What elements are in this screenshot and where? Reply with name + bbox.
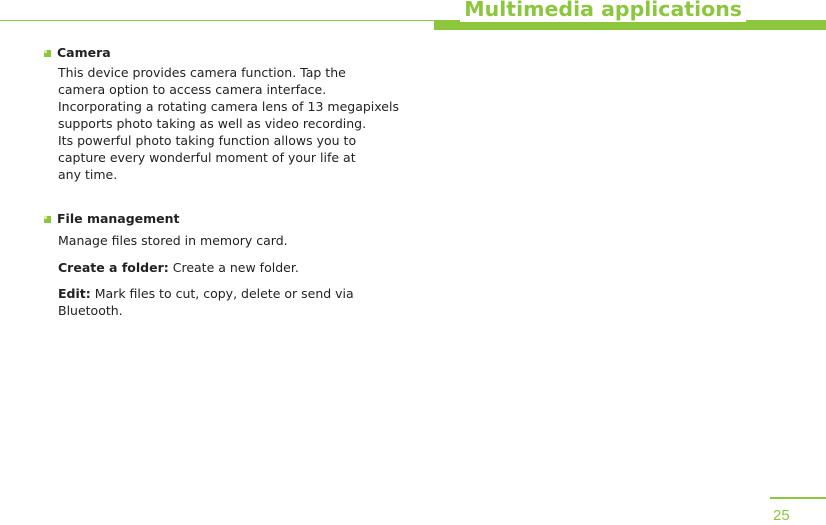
page-number: 25 [773, 507, 790, 524]
camera-heading [44, 45, 414, 61]
create-folder-term: Create a folder: [58, 260, 169, 275]
file-management-intro: Manage files stored in memory card. [58, 233, 288, 248]
square-bullet-icon [44, 50, 51, 57]
file-management-heading [44, 211, 414, 227]
camera-heading-label: Camera [57, 45, 111, 60]
file-management-section [44, 211, 414, 319]
edit-description: Mark files to cut, copy, delete or send via Bluetooth. [58, 286, 354, 318]
square-bullet-icon [44, 216, 51, 223]
list-item-edit [58, 285, 414, 319]
header-rule-thin [0, 20, 434, 21]
camera-description: This device provides camera function. Tap the camera option to access camera interface. Incorporating a rotating camera lens of 13 megapixels supports photo taking as well as video recording. Its powerful photo taking function allows you to capture every wonderful moment of your life at any time. [58, 65, 399, 182]
camera-section [44, 45, 414, 183]
list-item-create-folder [58, 259, 414, 276]
footer-rule [770, 497, 826, 499]
file-management-heading-label: File management [57, 211, 180, 226]
create-folder-description: Create a new folder. [172, 260, 299, 275]
page-title: Multimedia applications [460, 0, 746, 22]
edit-term: Edit: [58, 286, 91, 301]
